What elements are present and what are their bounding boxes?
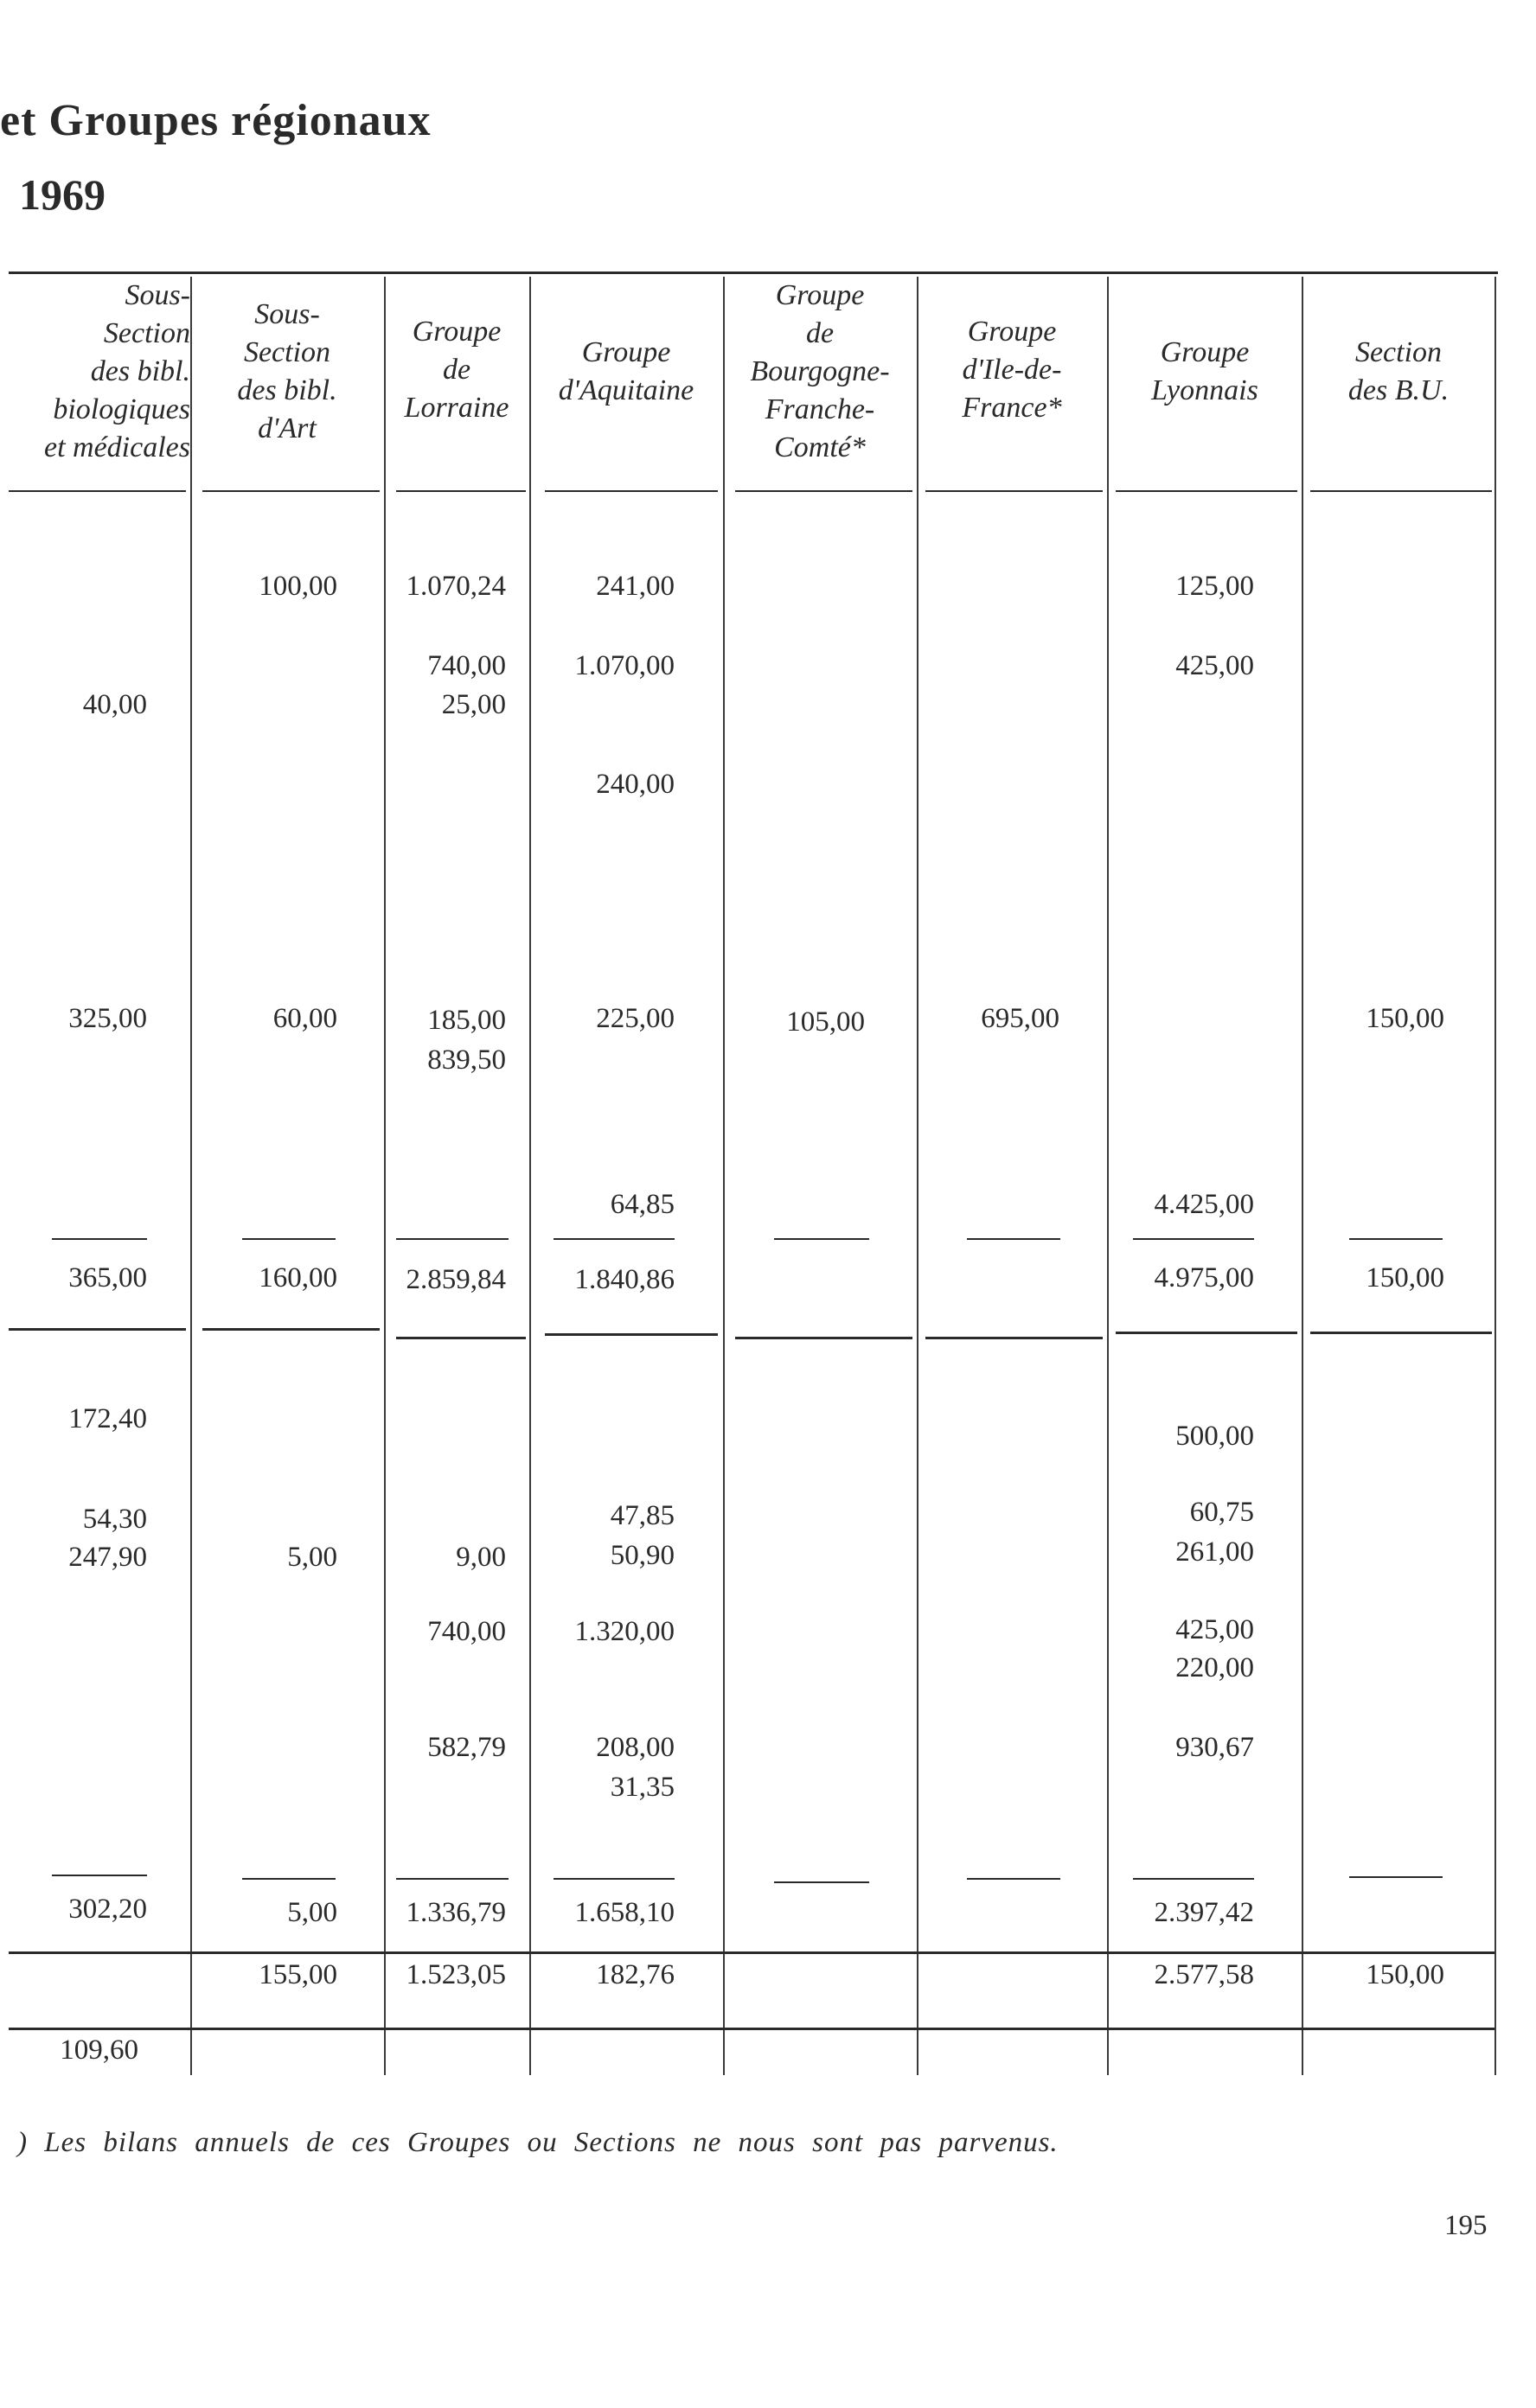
cell-value: 54,30 [82, 1504, 147, 1535]
subtotal-rule [396, 1878, 509, 1880]
cell-value: 60,75 [1189, 1497, 1254, 1528]
cell-value: 261,00 [1175, 1536, 1254, 1568]
subtotal-rule [52, 1238, 147, 1240]
cell-value: 1.070,00 [574, 650, 675, 681]
header-rule [1310, 490, 1492, 492]
cell-value: 31,35 [610, 1772, 675, 1803]
section-rule [9, 1328, 186, 1331]
header-rule [735, 490, 912, 492]
column-header: Groupe de Bourgogne- Franche- Comté* [750, 279, 890, 463]
balance-value: 150,00 [1366, 1959, 1444, 1990]
subtotal-rule [967, 1238, 1060, 1240]
cell-value: 185,00 [427, 1005, 506, 1036]
cell-value: 5,00 [287, 1542, 337, 1573]
cell-value: 240,00 [596, 769, 675, 800]
column-divider [190, 277, 192, 2075]
column-header: Section des B.U. [1347, 336, 1450, 406]
header-rule [396, 490, 526, 492]
cell-value: 64,85 [610, 1189, 675, 1220]
total-value: 365,00 [68, 1262, 147, 1293]
section-rule [735, 1337, 912, 1339]
column-divider [384, 277, 386, 2075]
subtotal-rule [774, 1881, 869, 1883]
subtotal-rule [1133, 1878, 1254, 1880]
subtotal-rule [1133, 1238, 1254, 1240]
balance-value: 155,00 [259, 1959, 337, 1990]
header-rule [9, 490, 186, 492]
cell-value: 930,67 [1175, 1732, 1254, 1763]
section-rule [202, 1328, 380, 1331]
column-divider [917, 277, 918, 2075]
balance-rule [9, 1951, 1494, 1954]
section-rule [545, 1333, 718, 1336]
deficit-value: 109,60 [60, 2034, 138, 2066]
cell-value: 1.070,24 [406, 571, 506, 602]
cell-value: 40,00 [82, 689, 147, 720]
balance-rule [9, 2028, 1494, 2030]
cell-value: 425,00 [1175, 650, 1254, 681]
total-value: 1.336,79 [406, 1897, 506, 1928]
cell-value: 25,00 [441, 689, 506, 720]
column-header: Sous- Section des bibl. d'Art [237, 298, 337, 444]
cell-value: 50,90 [610, 1540, 675, 1571]
cell-value: 9,00 [456, 1542, 506, 1573]
total-value: 2.859,84 [406, 1264, 506, 1295]
cell-value: 172,40 [68, 1403, 147, 1434]
subtotal-rule [396, 1238, 509, 1240]
total-value: 4.975,00 [1154, 1262, 1254, 1293]
subtotal-rule [554, 1878, 675, 1880]
table-top-rule [9, 271, 1498, 274]
cell-value: 208,00 [596, 1732, 675, 1763]
cell-value: 60,00 [272, 1003, 337, 1034]
cell-value: 500,00 [1175, 1421, 1254, 1452]
cell-value: 241,00 [596, 571, 675, 602]
total-value: 302,20 [68, 1894, 147, 1925]
cell-value: 839,50 [427, 1044, 506, 1076]
header-rule [1116, 490, 1297, 492]
cell-value: 47,85 [610, 1500, 675, 1531]
cell-value: 4.425,00 [1154, 1189, 1254, 1220]
total-value: 2.397,42 [1154, 1897, 1254, 1928]
subtotal-rule [52, 1875, 147, 1876]
total-value: 150,00 [1366, 1262, 1444, 1293]
column-header: Groupe d'Aquitaine [558, 336, 694, 406]
subtotal-rule [774, 1238, 869, 1240]
column-divider [723, 277, 725, 2075]
page-subtitle-year: 1969 [19, 170, 106, 219]
column-divider [1107, 277, 1109, 2075]
total-value: 160,00 [259, 1262, 337, 1293]
subtotal-rule [967, 1878, 1060, 1880]
column-header: Groupe Lyonnais [1151, 336, 1258, 406]
cell-value: 125,00 [1175, 571, 1254, 602]
column-divider [529, 277, 531, 2075]
header-rule [925, 490, 1103, 492]
footnote: ) Les bilans annuels de ces Groupes ou Sections ne nous sont pas parvenus. [17, 2127, 1059, 2158]
column-divider [1302, 277, 1303, 2075]
section-rule [925, 1337, 1103, 1339]
column-header: Sous- Section des bibl. biologiques et médicales [44, 279, 190, 463]
header-rule [545, 490, 718, 492]
cell-value: 150,00 [1366, 1003, 1444, 1034]
cell-value: 105,00 [786, 1006, 865, 1038]
cell-value: 220,00 [1175, 1652, 1254, 1683]
cell-value: 100,00 [259, 571, 337, 602]
balance-value: 2.577,58 [1154, 1959, 1254, 1990]
subtotal-rule [242, 1878, 336, 1880]
cell-value: 247,90 [68, 1542, 147, 1573]
balance-value: 1.523,05 [406, 1959, 506, 1990]
page-number: 195 [1444, 2210, 1488, 2241]
section-rule [396, 1337, 526, 1339]
subtotal-rule [1349, 1238, 1443, 1240]
cell-value: 582,79 [427, 1732, 506, 1763]
subtotal-rule [1349, 1876, 1443, 1878]
total-value: 5,00 [287, 1897, 337, 1928]
cell-value: 740,00 [427, 1616, 506, 1647]
total-value: 1.658,10 [574, 1897, 675, 1928]
page-title: et Groupes régionaux [0, 96, 432, 145]
subtotal-rule [242, 1238, 336, 1240]
subtotal-rule [554, 1238, 675, 1240]
section-rule [1310, 1332, 1492, 1334]
column-header: Groupe de Lorraine [404, 316, 509, 424]
cell-value: 425,00 [1175, 1614, 1254, 1645]
cell-value: 325,00 [68, 1003, 147, 1034]
section-rule [1116, 1332, 1297, 1334]
column-header: Groupe d'Ile-de- France* [962, 316, 1062, 424]
header-rule [202, 490, 380, 492]
cell-value: 740,00 [427, 650, 506, 681]
balance-value: 182,76 [596, 1959, 675, 1990]
total-value: 1.840,86 [574, 1264, 675, 1295]
column-divider [1494, 277, 1496, 2075]
cell-value: 1.320,00 [574, 1616, 675, 1647]
cell-value: 695,00 [981, 1003, 1059, 1034]
cell-value: 225,00 [596, 1003, 675, 1034]
